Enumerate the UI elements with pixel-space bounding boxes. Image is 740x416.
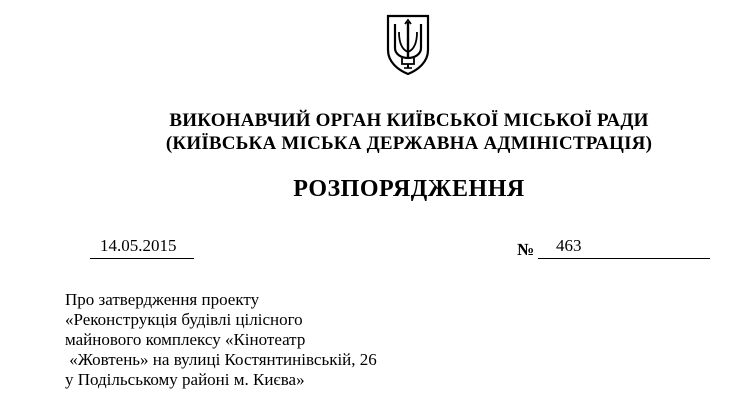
issuing-body-subtitle: (КИЇВСЬКА МІСЬКА ДЕРЖАВНА АДМІНІСТРАЦІЯ) <box>165 133 653 154</box>
date-field <box>90 236 194 259</box>
number-field <box>538 236 710 259</box>
subject-line: Про затвердження проекту <box>65 290 260 309</box>
subject-line: «Жовтень» на вулиці Костянтинівській, 26 <box>65 350 377 369</box>
subject-line: майнового комплексу «Кінотеатр <box>65 330 306 349</box>
number-label: № <box>517 240 535 259</box>
subject-line: «Реконструкція будівлі цілісного <box>65 310 303 329</box>
subject-line: у Подільському районі м. Києва» <box>65 370 305 389</box>
document-type-title: РОЗПОРЯДЖЕННЯ <box>293 176 525 202</box>
issuing-body-title: ВИКОНАВЧИЙ ОРГАН КИЇВСЬКОЇ МІСЬКОЇ РАДИ <box>169 110 649 131</box>
document-date: 14.05.2015 <box>100 236 177 255</box>
document-number: 463 <box>556 236 582 255</box>
coat-of-arms-icon <box>385 14 431 76</box>
document-subject <box>65 290 377 390</box>
